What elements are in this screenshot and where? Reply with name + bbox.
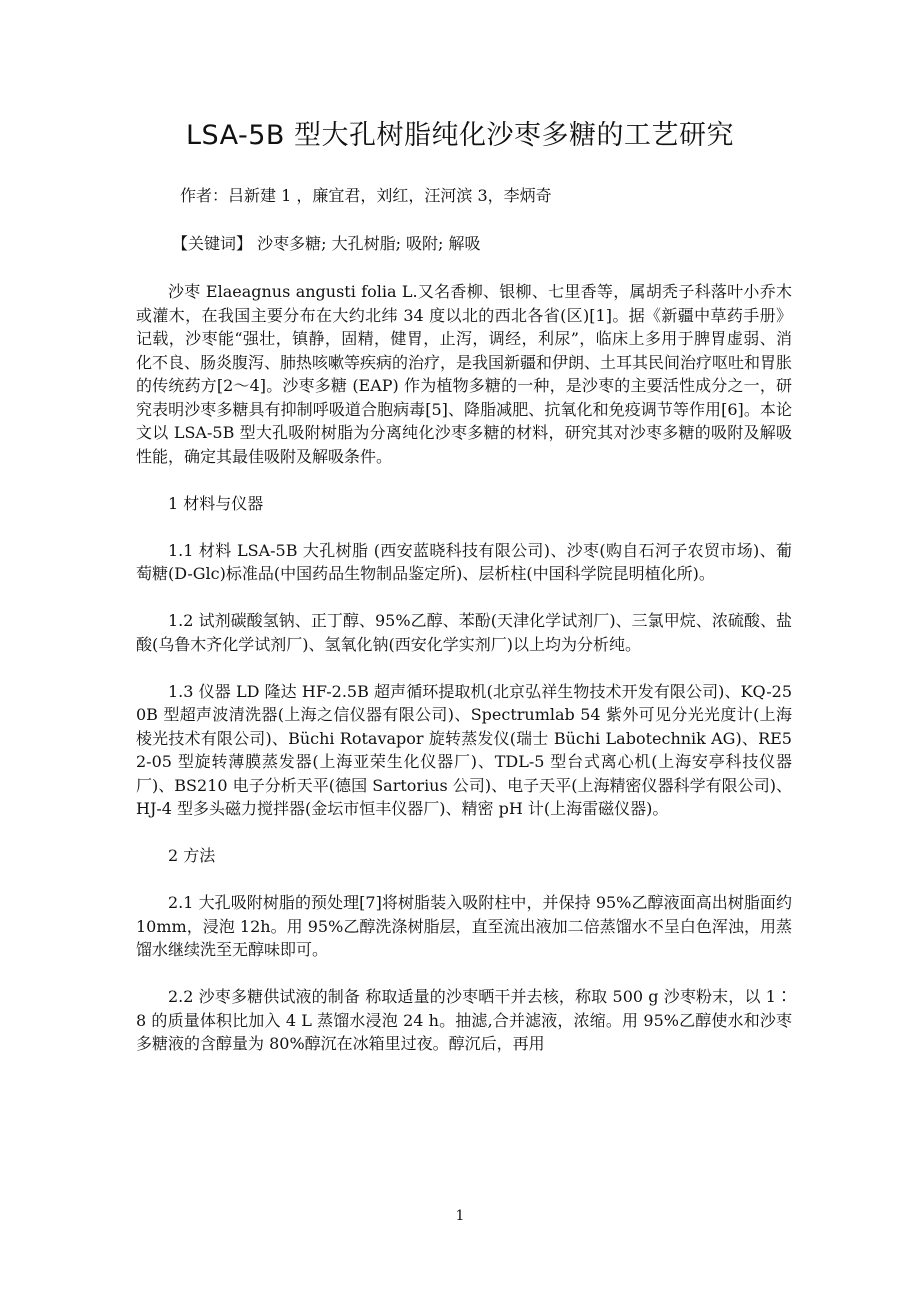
paragraph-1-1-materials: 1.1 材料 LSA-5B 大孔树脂 (西安蓝晓科技有限公司)、沙枣(购自石河子农贸市场)、葡萄糖(D-Glc)标准品(中国药品生物制品鉴定所)、层析柱(中国科学院昆明植化所)。 — [136, 540, 792, 583]
document-body — [136, 280, 792, 1079]
section-heading-methods: 2 方法 — [168, 846, 216, 865]
document-title: LSA-5B 型大孔树脂纯化沙枣多糖的工艺研究 — [185, 120, 735, 151]
keywords-line: 【关键词】 沙枣多糖; 大孔树脂; 吸附; 解吸 — [172, 234, 481, 253]
paragraph-2-2-preparation: 2.2 沙枣多糖供试液的制备 称取适量的沙枣晒干并去核，称取 500 g 沙枣粉末，以 1∶8 的质量体积比加入 4 L 蒸馏水浸泡 24 h。抽滤,合并滤液，浓缩。用 95%乙醇使水和沙枣多糖液的含醇量为 80%醇沉在冰箱里过夜。醇沉后，再用 — [136, 987, 792, 1053]
paragraph-1-3-instruments: 1.3 仪器 LD 隆达 HF-2.5B 超声循环提取机(北京弘祥生物技术开发有限公司)、KQ-250B 型超声波清洗器(上海之信仪器有限公司)、Spectrumlab 54 紫外可见分光光度计(上海棱光技术有限公司)、Büchi Rotavapor 旋转蒸发仪(瑞士 Büchi Labotechnik AG)、RE52-05 型旋转薄膜蒸发器(上海亚荣生化仪器厂)、TDL-5 型台式离心机(上海安亭科技仪器厂)、BS210 电子分析天平(德国 Sartorius 公司)、电子天平(上海精密仪器科学有限公司)、HJ-4 型多头磁力搅拌器(金坛市恒丰仪器厂)、精密 pH 计(上海雷磁仪器)。 — [136, 681, 792, 818]
page-number: 1 — [455, 1208, 465, 1224]
paragraph-1-2-reagents: 1.2 试剂碳酸氢钠、正丁醇、95%乙醇、苯酚(天津化学试剂厂)、三氯甲烷、浓硫酸、盐酸(乌鲁木齐化学试剂厂)、氢氧化钠(西安化学实剂厂)以上均为分析纯。 — [136, 611, 792, 654]
intro-paragraph: 沙枣 Elaeagnus angusti folia L.又名香柳、银柳、七里香等，属胡秃子科落叶小乔木或灌木，在我国主要分布在大约北纬 34 度以北的西北各省(区)[1]。据《新疆中草药手册》记载，沙枣能“强壮，镇静，固精，健胃，止泻，调经，利尿”，临床上多用于脾胃虚弱、消化不良、肠炎腹泻、肺热咳嗽等疾病的治疗，是我国新疆和伊朗、土耳其民间治疗呕吐和胃胀的传统药方[2～4]。沙枣多糖 (EAP) 作为植物多糖的一种，是沙枣的主要活性成分之一，研究表明沙枣多糖具有抑制呼吸道合胞病毒[5]、降脂减肥、抗氧化和免疫调节等作用[6]。本论文以 LSA-5B 型大孔吸附树脂为分离纯化沙枣多糖的材料，研究其对沙枣多糖的吸附及解吸性能，确定其最佳吸附及解吸条件。 — [136, 282, 793, 466]
paragraph-2-1-pretreatment: 2.1 大孔吸附树脂的预处理[7]将树脂装入吸附柱中，并保持 95%乙醇液面高出树脂面约 10mm，浸泡 12h。用 95%乙醇洗涤树脂层，直至流出液加二倍蒸馏水不呈白色浑浊，用蒸馏水继续洗至无醇味即可。 — [136, 893, 792, 959]
section-heading-materials: 1 材料与仪器 — [168, 493, 264, 513]
author-line: 作者：吕新建 1 ，廉宜君，刘红，汪河滨 3，李炳奇 — [180, 186, 552, 205]
